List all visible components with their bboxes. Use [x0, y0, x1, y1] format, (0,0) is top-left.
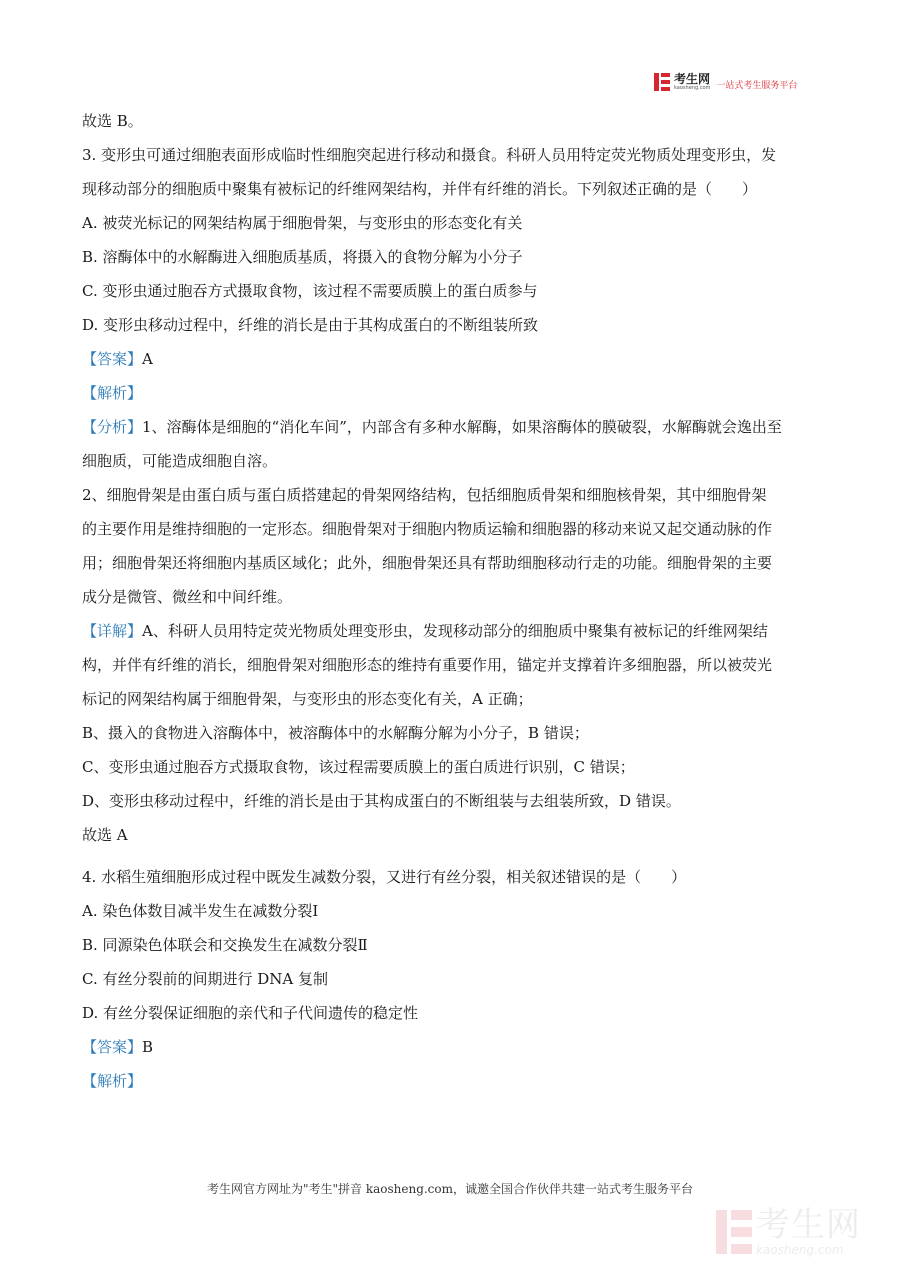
- question-4-stem: 4. 水稻生殖细胞形成过程中既发生减数分裂，又进行有丝分裂，相关叙述错误的是（ ）: [82, 868, 687, 886]
- section-label: 【答案】: [82, 1038, 143, 1056]
- detail-line: 【详解】A、科研人员用特定荧光物质处理变形虫，发现移动部分的细胞质中聚集有被标记的纤维网架结: [82, 622, 768, 640]
- header-logo: [654, 72, 797, 91]
- section-label: 【解析】: [82, 1072, 143, 1090]
- analysis-line: 细胞质，可能造成细胞自溶。: [82, 452, 278, 470]
- detail-line: 标记的网架结构属于细胞骨架，与变形虫的形态变化有关，A 正确；: [82, 690, 533, 708]
- question-3-stem-line-2: 现移动部分的细胞质中聚集有被标记的纤维网架结构，并伴有纤维的消长。下列叙述正确的是（ ）: [82, 180, 758, 198]
- analysis-line: 用；细胞骨架还将细胞内基质区域化；此外，细胞骨架还具有帮助细胞移动行走的功能。细胞骨架的主要: [82, 554, 773, 572]
- section-label: 【详解】: [82, 622, 143, 640]
- question-4-analysis-heading: [82, 1064, 822, 1098]
- analysis-line: 的主要作用是维持细胞的一定形态。细胞骨架对于细胞内物质运输和细胞器的移动来说又起交通动脉的作: [82, 520, 773, 538]
- analysis-line: 【分析】1、溶酶体是细胞的“消化车间”，内部含有多种水解酶，如果溶酶体的膜破裂，水解酶就会逸出至: [82, 418, 782, 436]
- text-line: 故选 B。: [82, 112, 143, 130]
- kaosheng-logo-icon: [654, 73, 670, 91]
- question-3-analysis-heading: [82, 376, 822, 410]
- detail-line: D、变形虫移动过程中，纤维的消长是由于其构成蛋白的不断组装与去组装所致，D 错误。: [82, 792, 681, 810]
- question-3-option-a: A. 被荧光标记的网架结构属于细胞骨架，与变形虫的形态变化有关: [82, 214, 523, 232]
- text-line: 故选 A: [82, 826, 128, 844]
- detail-line: C、变形虫通过胞吞方式摄取食物，该过程需要质膜上的蛋白质进行识别，C 错误；: [82, 758, 635, 776]
- section-label: 【解析】: [82, 384, 143, 402]
- question-3-option-c: C. 变形虫通过胞吞方式摄取食物，该过程不需要质膜上的蛋白质参与: [82, 282, 538, 300]
- question-4-option-b: B. 同源染色体联会和交换发生在减数分裂Ⅱ: [82, 936, 368, 954]
- question-3-stem-line-1: 3. 变形虫可通过细胞表面形成临时性细胞突起进行移动和摄食。科研人员用特定荧光物质处理变形虫，发: [82, 146, 777, 164]
- logo-slogan: 一站式考生服务平台: [716, 81, 798, 91]
- section-label: 【分析】: [82, 418, 143, 436]
- watermark-url: kaosheng.com: [756, 1243, 844, 1257]
- watermark: [716, 1205, 861, 1257]
- detail-line: 构，并伴有纤维的消长，细胞骨架对细胞形态的维持有重要作用，锚定并支撑着许多细胞器，所以被荧光: [82, 656, 773, 674]
- watermark-name: 考生网: [756, 1205, 861, 1245]
- section-label: 【答案】: [82, 350, 143, 368]
- logo-url: kaosheng.com: [674, 84, 711, 91]
- document-body: [82, 104, 822, 1098]
- analysis-line: 2、细胞骨架是由蛋白质与蛋白质搭建起的骨架网络结构，包括细胞质骨架和细胞核骨架，其中细胞骨架: [82, 486, 767, 504]
- question-4-option-a: A. 染色体数目减半发生在减数分裂Ⅰ: [82, 902, 319, 920]
- question-4-option-d: D. 有丝分裂保证细胞的亲代和子代间遗传的稳定性: [82, 1004, 419, 1022]
- question-3-answer: 【答案】A: [82, 350, 153, 368]
- logo-name: 考生网: [674, 71, 711, 86]
- watermark-logo-icon: [716, 1210, 752, 1254]
- question-3-option-d: D. 变形虫移动过程中，纤维的消长是由于其构成蛋白的不断组装所致: [82, 316, 539, 334]
- page-footer: 考生网官方网址为"考生"拼音 kaosheng.com，诚邀全国合作伙伴共建一站式考生服务平台: [206, 1182, 694, 1196]
- question-4-option-c: C. 有丝分裂前的间期进行 DNA 复制: [82, 970, 328, 988]
- question-3-option-b: B. 溶酶体中的水解酶进入细胞质基质，将摄入的食物分解为小分子: [82, 248, 523, 266]
- analysis-line: 成分是微管、微丝和中间纤维。: [82, 588, 293, 606]
- detail-line: B、摄入的食物进入溶酶体中，被溶酶体中的水解酶分解为小分子，B 错误；: [82, 724, 589, 742]
- question-4-answer: 【答案】B: [82, 1038, 154, 1056]
